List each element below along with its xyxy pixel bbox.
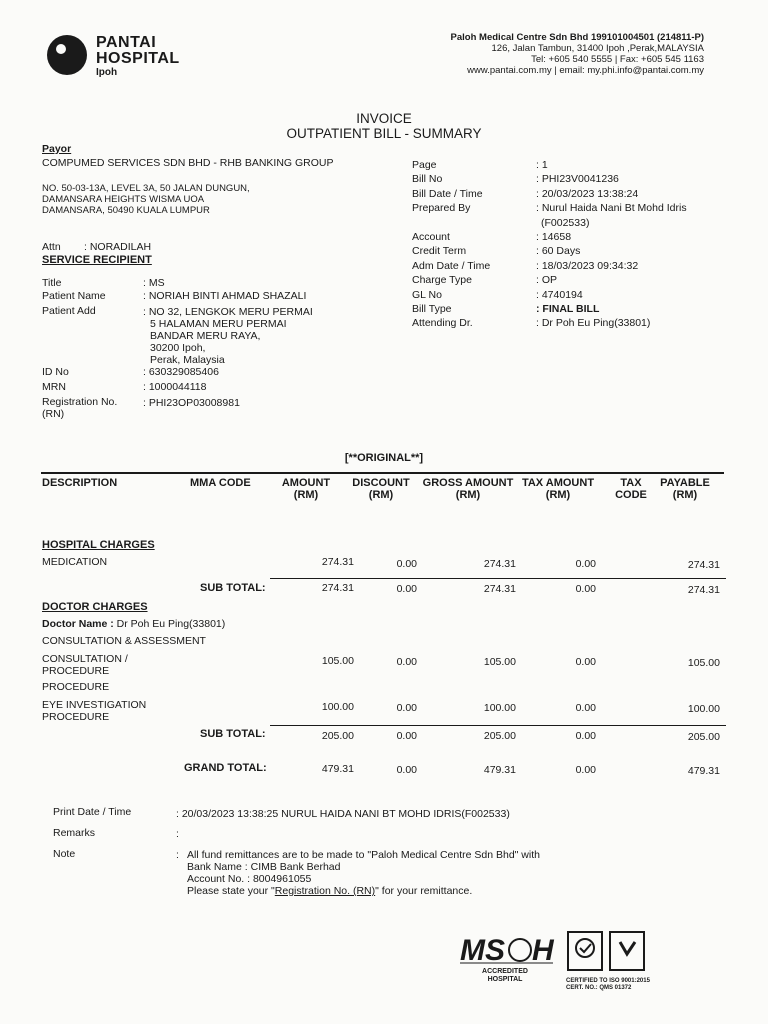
- attn-value: : NORADILAH: [84, 241, 152, 253]
- subtotal-tax: 0.00: [575, 583, 596, 595]
- remarks-label: Remarks: [53, 827, 96, 839]
- registration-reference: Registration No. (RN): [274, 885, 376, 897]
- payor-address-line: NO. 50-03-13A, LEVEL 3A, 50 JALAN DUNGUN,: [42, 183, 250, 194]
- note-label: Note: [53, 848, 76, 860]
- row-amount: 100.00: [321, 701, 354, 713]
- attn-label: Attn: [42, 241, 61, 253]
- header-taxcode-line: TAX: [620, 477, 642, 489]
- row-discount: 0.00: [396, 656, 417, 668]
- header-mma-code: MMA CODE: [190, 477, 251, 489]
- bill-info-row: [412, 259, 722, 273]
- doctor-name-label: Doctor Name :: [42, 618, 114, 630]
- company-phone: Tel: +605 540 5555 | Fax: +605 545 1163: [531, 54, 704, 65]
- row-amount: 274.31: [321, 556, 354, 568]
- bill-info-value: : 1: [536, 159, 548, 171]
- subtotal-row: [0, 582, 768, 598]
- subtotal-row: [0, 728, 768, 744]
- registration-label-line: (RN): [42, 408, 65, 420]
- header-tax-line: (RM): [545, 489, 571, 501]
- bill-info-row: [412, 273, 722, 287]
- hospital-name-line1: PANTAI: [96, 34, 157, 51]
- payor-address: [42, 183, 250, 216]
- header-gross-line: GROSS AMOUNT: [422, 477, 514, 489]
- bill-info-value: (F002533): [541, 216, 590, 229]
- mrn-label: MRN: [42, 381, 66, 393]
- header-discount-line: (RM): [368, 489, 394, 501]
- bill-info-label: Bill Date / Time: [412, 187, 483, 200]
- table-row: [0, 556, 768, 572]
- header-discount: [345, 477, 417, 501]
- row-description: [42, 699, 146, 723]
- bill-info-value: : 60 Days: [536, 245, 581, 258]
- payor-name: COMPUMED SERVICES SDN BHD - RHB BANKING GROUP: [42, 157, 334, 169]
- company-address: 126, Jalan Tambun, 31400 Ipoh ,Perak,MALAYSIA: [491, 43, 704, 54]
- accredited-line: ACCREDITED: [482, 968, 528, 975]
- mrn-value: : 1000044118: [143, 381, 207, 393]
- bill-info-label: [412, 216, 536, 230]
- note-line-text: Please state your ": [187, 885, 275, 897]
- id-value: : 630329085406: [143, 366, 219, 378]
- bill-info-label: Attending Dr.: [412, 317, 473, 330]
- header-tax-line: TAX AMOUNT: [521, 477, 595, 489]
- bill-info-row: [412, 187, 722, 201]
- bill-info-value: : FINAL BILL: [536, 303, 600, 316]
- bill-info-value: : 18/03/2023 09:34:32: [536, 259, 639, 272]
- table-row: [0, 653, 768, 679]
- row-tax: 0.00: [575, 656, 596, 668]
- bill-info-label: Page: [412, 159, 437, 171]
- patient-name-label: Patient Name: [42, 290, 106, 302]
- grand-total-gross: 479.31: [483, 764, 516, 776]
- bill-info-label: Bill Type: [412, 303, 452, 316]
- header-payable: [654, 477, 716, 501]
- subtotal-amount: 205.00: [321, 730, 354, 742]
- row-payable: 105.00: [687, 657, 720, 669]
- doctor-name-value: Dr Poh Eu Ping(33801): [113, 618, 226, 630]
- bill-info-label: Charge Type: [412, 274, 472, 287]
- bill-info-value: : Dr Poh Eu Ping(33801): [536, 317, 651, 330]
- bill-info-label: Adm Date / Time: [412, 259, 491, 272]
- patient-address-line: 30200 Ipoh,: [150, 342, 206, 354]
- row-discount: 0.00: [396, 702, 417, 714]
- patient-name-value: : NORIAH BINTI AHMAD SHAZALI: [143, 290, 307, 302]
- subtotal-discount: 0.00: [396, 583, 417, 595]
- row-gross: 274.31: [483, 558, 516, 570]
- bill-info-value: : 14658: [536, 231, 572, 244]
- table-row: [0, 699, 768, 725]
- header-payable-line: (RM): [672, 489, 698, 501]
- row-description-line: CONSULTATION /: [42, 653, 128, 665]
- svg-text:H: H: [532, 934, 554, 967]
- payor-address-line: DAMANSARA, 50490 KUALA LUMPUR: [42, 205, 210, 216]
- subtotal-payable: 205.00: [687, 731, 720, 743]
- registration-value: : PHI23OP03008981: [143, 397, 240, 409]
- print-date-value: : 20/03/2023 13:38:25 NURUL HAIDA NANI BT MOHD IDRIS(F002533): [176, 808, 510, 820]
- original-mark: [**ORIGINAL**]: [344, 452, 424, 464]
- pantai-logo-icon: [46, 33, 88, 77]
- note-line: [187, 885, 540, 897]
- header-gross-line: (RM): [455, 489, 481, 501]
- note-line: Account No. : 8004961055: [187, 873, 312, 885]
- grand-total-row: [0, 762, 768, 778]
- row-description-line: PROCEDURE: [42, 665, 110, 677]
- subtotal-rule: [270, 725, 726, 726]
- patient-address: [143, 306, 313, 366]
- bill-info-label: Credit Term: [412, 245, 467, 258]
- patient-address-line: BANDAR MERU RAYA,: [150, 330, 261, 342]
- note-line: All fund remittances are to be made to "Paloh Medical Centre Sdn Bhd" with: [187, 849, 540, 861]
- accredited-line: HOSPITAL: [487, 975, 523, 983]
- note-line-text: " for your remittance.: [375, 885, 473, 897]
- invoice-title: INVOICE: [356, 111, 412, 126]
- header-tax-amount: [516, 477, 600, 501]
- subtotal-gross: 274.31: [483, 583, 516, 595]
- header-payable-line: PAYABLE: [660, 477, 710, 489]
- registration-label: [42, 396, 117, 420]
- row-payable: 274.31: [687, 559, 720, 571]
- subtotal-rule: [270, 578, 726, 579]
- bill-info-row: [412, 216, 722, 230]
- bill-info-row: [412, 201, 722, 215]
- row-discount: 0.00: [396, 558, 417, 570]
- bill-info-value: : 20/03/2023 13:38:24: [536, 187, 639, 200]
- company-header: [451, 32, 704, 76]
- header-tax-code: [606, 477, 656, 501]
- row-description: MEDICATION: [42, 556, 108, 568]
- bill-info-row: [412, 230, 722, 244]
- header-amount-line: AMOUNT: [281, 477, 331, 489]
- bill-info-value: : OP: [536, 274, 558, 287]
- header-taxcode-line: CODE: [615, 489, 647, 501]
- bill-info-row: [412, 158, 722, 172]
- grand-total-discount: 0.00: [396, 764, 417, 776]
- iso-cert-line: CERT. NO.: QMS 01372: [566, 984, 632, 991]
- payor-address-line: DAMANSARA HEIGHTS WISMA UOA: [42, 194, 205, 205]
- consultation-heading: CONSULTATION & ASSESSMENT: [42, 635, 206, 647]
- row-description: [42, 653, 128, 677]
- header-amount-line: (RM): [293, 489, 319, 501]
- service-recipient-heading: SERVICE RECIPIENT: [42, 254, 152, 266]
- bill-info-value: : 4740194: [536, 288, 583, 301]
- header-discount-line: DISCOUNT: [352, 477, 410, 489]
- bill-info-value: : Nurul Haida Nani Bt Mohd Idris: [536, 202, 687, 215]
- remarks-value: :: [176, 828, 179, 840]
- row-tax: 0.00: [575, 558, 596, 570]
- bill-info-label: Prepared By: [412, 202, 471, 215]
- header-amount: [270, 477, 342, 501]
- doctor-name: [42, 618, 225, 630]
- patient-address-line: Perak, Malaysia: [150, 354, 225, 366]
- row-gross: 105.00: [483, 656, 516, 668]
- row-description-line: PROCEDURE: [42, 711, 110, 723]
- title-value: : MS: [143, 277, 165, 289]
- procedure-heading: PROCEDURE: [42, 681, 110, 693]
- bill-info: [412, 158, 722, 331]
- accredited-hospital-label: [470, 968, 540, 983]
- grand-total-payable: 479.31: [687, 765, 720, 777]
- title-label: Title: [42, 277, 62, 289]
- row-amount: 105.00: [321, 655, 354, 667]
- header-description: DESCRIPTION: [42, 477, 118, 489]
- bill-info-label: GL No: [412, 288, 442, 301]
- row-description-line: EYE INVESTIGATION: [42, 699, 147, 711]
- hospital-charges-heading: HOSPITAL CHARGES: [42, 539, 155, 551]
- bill-info-row: [412, 172, 722, 186]
- company-web: www.pantai.com.my | email: my.phi.info@pantai.com.my: [467, 65, 704, 76]
- subtotal-payable: 274.31: [687, 584, 720, 596]
- row-tax: 0.00: [575, 702, 596, 714]
- subtotal-discount: 0.00: [396, 730, 417, 742]
- patient-address-line: : NO 32, LENGKOK MERU PERMAI: [143, 306, 313, 318]
- bill-info-row: [412, 302, 722, 316]
- id-label: ID No: [42, 366, 69, 378]
- grand-total-tax: 0.00: [575, 764, 596, 776]
- bill-info-label: Bill No: [412, 173, 443, 186]
- svg-text:MS: MS: [460, 934, 505, 967]
- bill-info-row: [412, 316, 722, 330]
- bill-info-row: [412, 288, 722, 302]
- grand-total-amount: 479.31: [321, 763, 354, 775]
- note-line: Bank Name : CIMB Bank Berhad: [187, 861, 341, 873]
- bill-info-value: : PHI23V0041236: [536, 173, 619, 186]
- subtotal-label: SUB TOTAL:: [200, 582, 266, 594]
- hospital-name-line2: HOSPITAL: [96, 50, 180, 67]
- doctor-charges-heading: DOCTOR CHARGES: [42, 601, 148, 613]
- subtotal-tax: 0.00: [575, 730, 596, 742]
- hospital-logo-text: [96, 35, 180, 78]
- bill-info-row: [412, 244, 722, 258]
- registration-label-line: Registration No.: [42, 396, 118, 408]
- note-text: [187, 849, 540, 897]
- print-date-label: Print Date / Time: [53, 806, 132, 818]
- bill-info-label: Account: [412, 231, 450, 244]
- grand-total-label: GRAND TOTAL:: [184, 762, 267, 774]
- patient-address-line: 5 HALAMAN MERU PERMAI: [150, 318, 287, 330]
- header-gross-amount: [418, 477, 518, 501]
- row-payable: 100.00: [687, 703, 720, 715]
- note-colon: :: [176, 849, 179, 861]
- hospital-branch: Ipoh: [96, 67, 118, 78]
- subtotal-gross: 205.00: [483, 730, 516, 742]
- company-name: Paloh Medical Centre Sdn Bhd 199101004501 (214811-P): [450, 32, 704, 43]
- subtotal-amount: 274.31: [321, 582, 354, 594]
- patient-add-label: Patient Add: [42, 305, 96, 317]
- row-gross: 100.00: [483, 702, 516, 714]
- subtotal-label: SUB TOTAL:: [200, 728, 266, 740]
- iso-cert-line: CERTIFIED TO ISO 9001:2015: [566, 978, 650, 984]
- table-top-rule: [41, 472, 724, 474]
- iso-certification-text: [566, 978, 650, 991]
- payor-heading: Payor: [42, 143, 72, 155]
- bill-summary-title: OUTPATIENT BILL - SUMMARY: [286, 126, 482, 141]
